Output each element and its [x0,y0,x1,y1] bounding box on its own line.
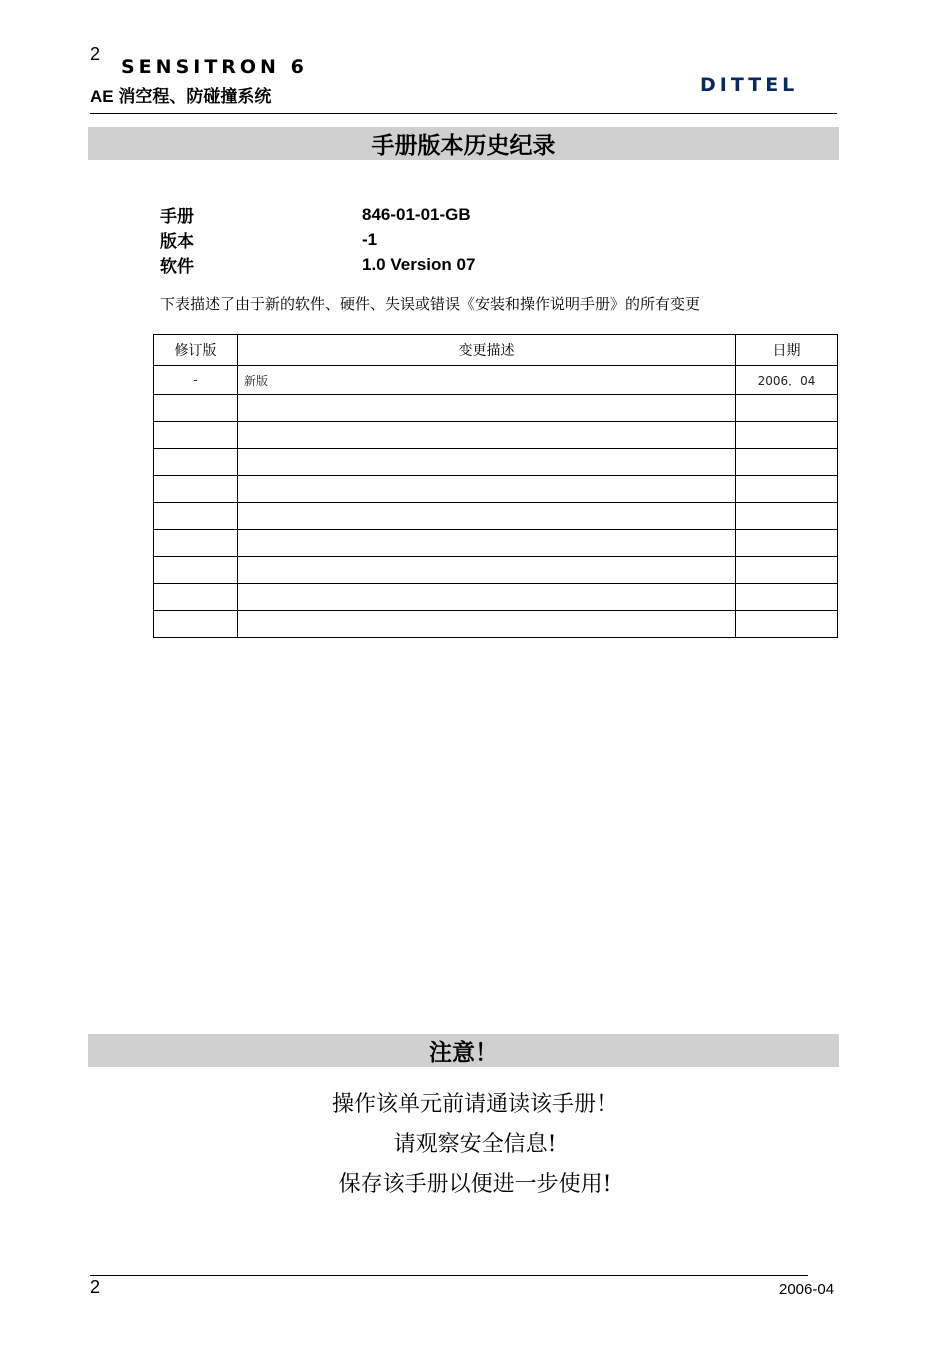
cell-revision: - [154,366,238,395]
table-row [154,395,838,422]
info-row-version [160,227,475,252]
cell-date [736,584,838,611]
table-row [154,366,838,395]
info-label: 版本 [160,232,194,251]
cell-revision [154,476,238,503]
cell-revision [154,395,238,422]
info-row-software [160,252,475,277]
cell-date [736,476,838,503]
header-page-number: 2 [90,44,101,64]
table-row [154,611,838,638]
cell-description [238,395,736,422]
info-value: 1.0 Version 07 [362,254,476,274]
cell-description [238,557,736,584]
cell-description [238,503,736,530]
cell-revision [154,503,238,530]
header-divider [90,113,837,114]
product-name: SENSITRON 6 [121,56,308,78]
cell-revision [154,584,238,611]
col-header-revision: 修订版 [154,335,238,366]
table-row [154,449,838,476]
cell-date [736,611,838,638]
cell-description [238,476,736,503]
notice-line-keep-manual: 保存该手册以便进一步使用! [338,1172,612,1197]
col-header-date: 日期 [736,335,838,366]
brand-logo: DITTEL [700,74,799,96]
table-row [154,530,838,557]
col-header-description: 变更描述 [238,335,736,366]
notice-line-read-manual: 操作该单元前请通读该手册！ [331,1092,618,1117]
cell-date [736,530,838,557]
footer-page-number: 2 [90,1277,101,1297]
revision-table [153,334,838,638]
table-row [154,584,838,611]
cell-revision [154,611,238,638]
info-label: 手册 [160,207,194,226]
cell-date: 2006．04 [736,366,838,395]
notice-title: 注意！ [429,1040,498,1066]
info-row-manual [160,202,475,227]
table-header-row [154,335,838,366]
table-row [154,503,838,530]
section-title-bar [88,127,839,160]
cell-description: 新版 [238,366,736,395]
table-row [154,557,838,584]
cell-date [736,503,838,530]
table-row [154,476,838,503]
product-subtitle: AE 消空程、防碰撞系统 [90,87,272,106]
cell-description [238,449,736,476]
section-title: 手册版本历史纪录 [371,133,556,159]
notice-line-safety: 请观察安全信息! [393,1132,557,1157]
info-value: -1 [362,229,378,249]
cell-revision [154,449,238,476]
cell-description [238,422,736,449]
cell-description [238,530,736,557]
footer-divider [90,1275,808,1276]
cell-description [238,611,736,638]
info-label: 软件 [160,257,194,276]
cell-revision [154,530,238,557]
intro-text: 下表描述了由于新的软件、硬件、失误或错误《安装和操作说明手册》的所有变更 [160,295,701,313]
cell-date [736,449,838,476]
cell-description [238,584,736,611]
cell-revision [154,422,238,449]
cell-date [736,422,838,449]
notice-title-bar [88,1034,839,1067]
cell-date [736,557,838,584]
manual-info [160,202,475,277]
cell-revision [154,557,238,584]
cell-date [736,395,838,422]
footer-date: 2006-04 [779,1281,835,1298]
table-row [154,422,838,449]
info-value: 846-01-01-GB [362,204,471,224]
